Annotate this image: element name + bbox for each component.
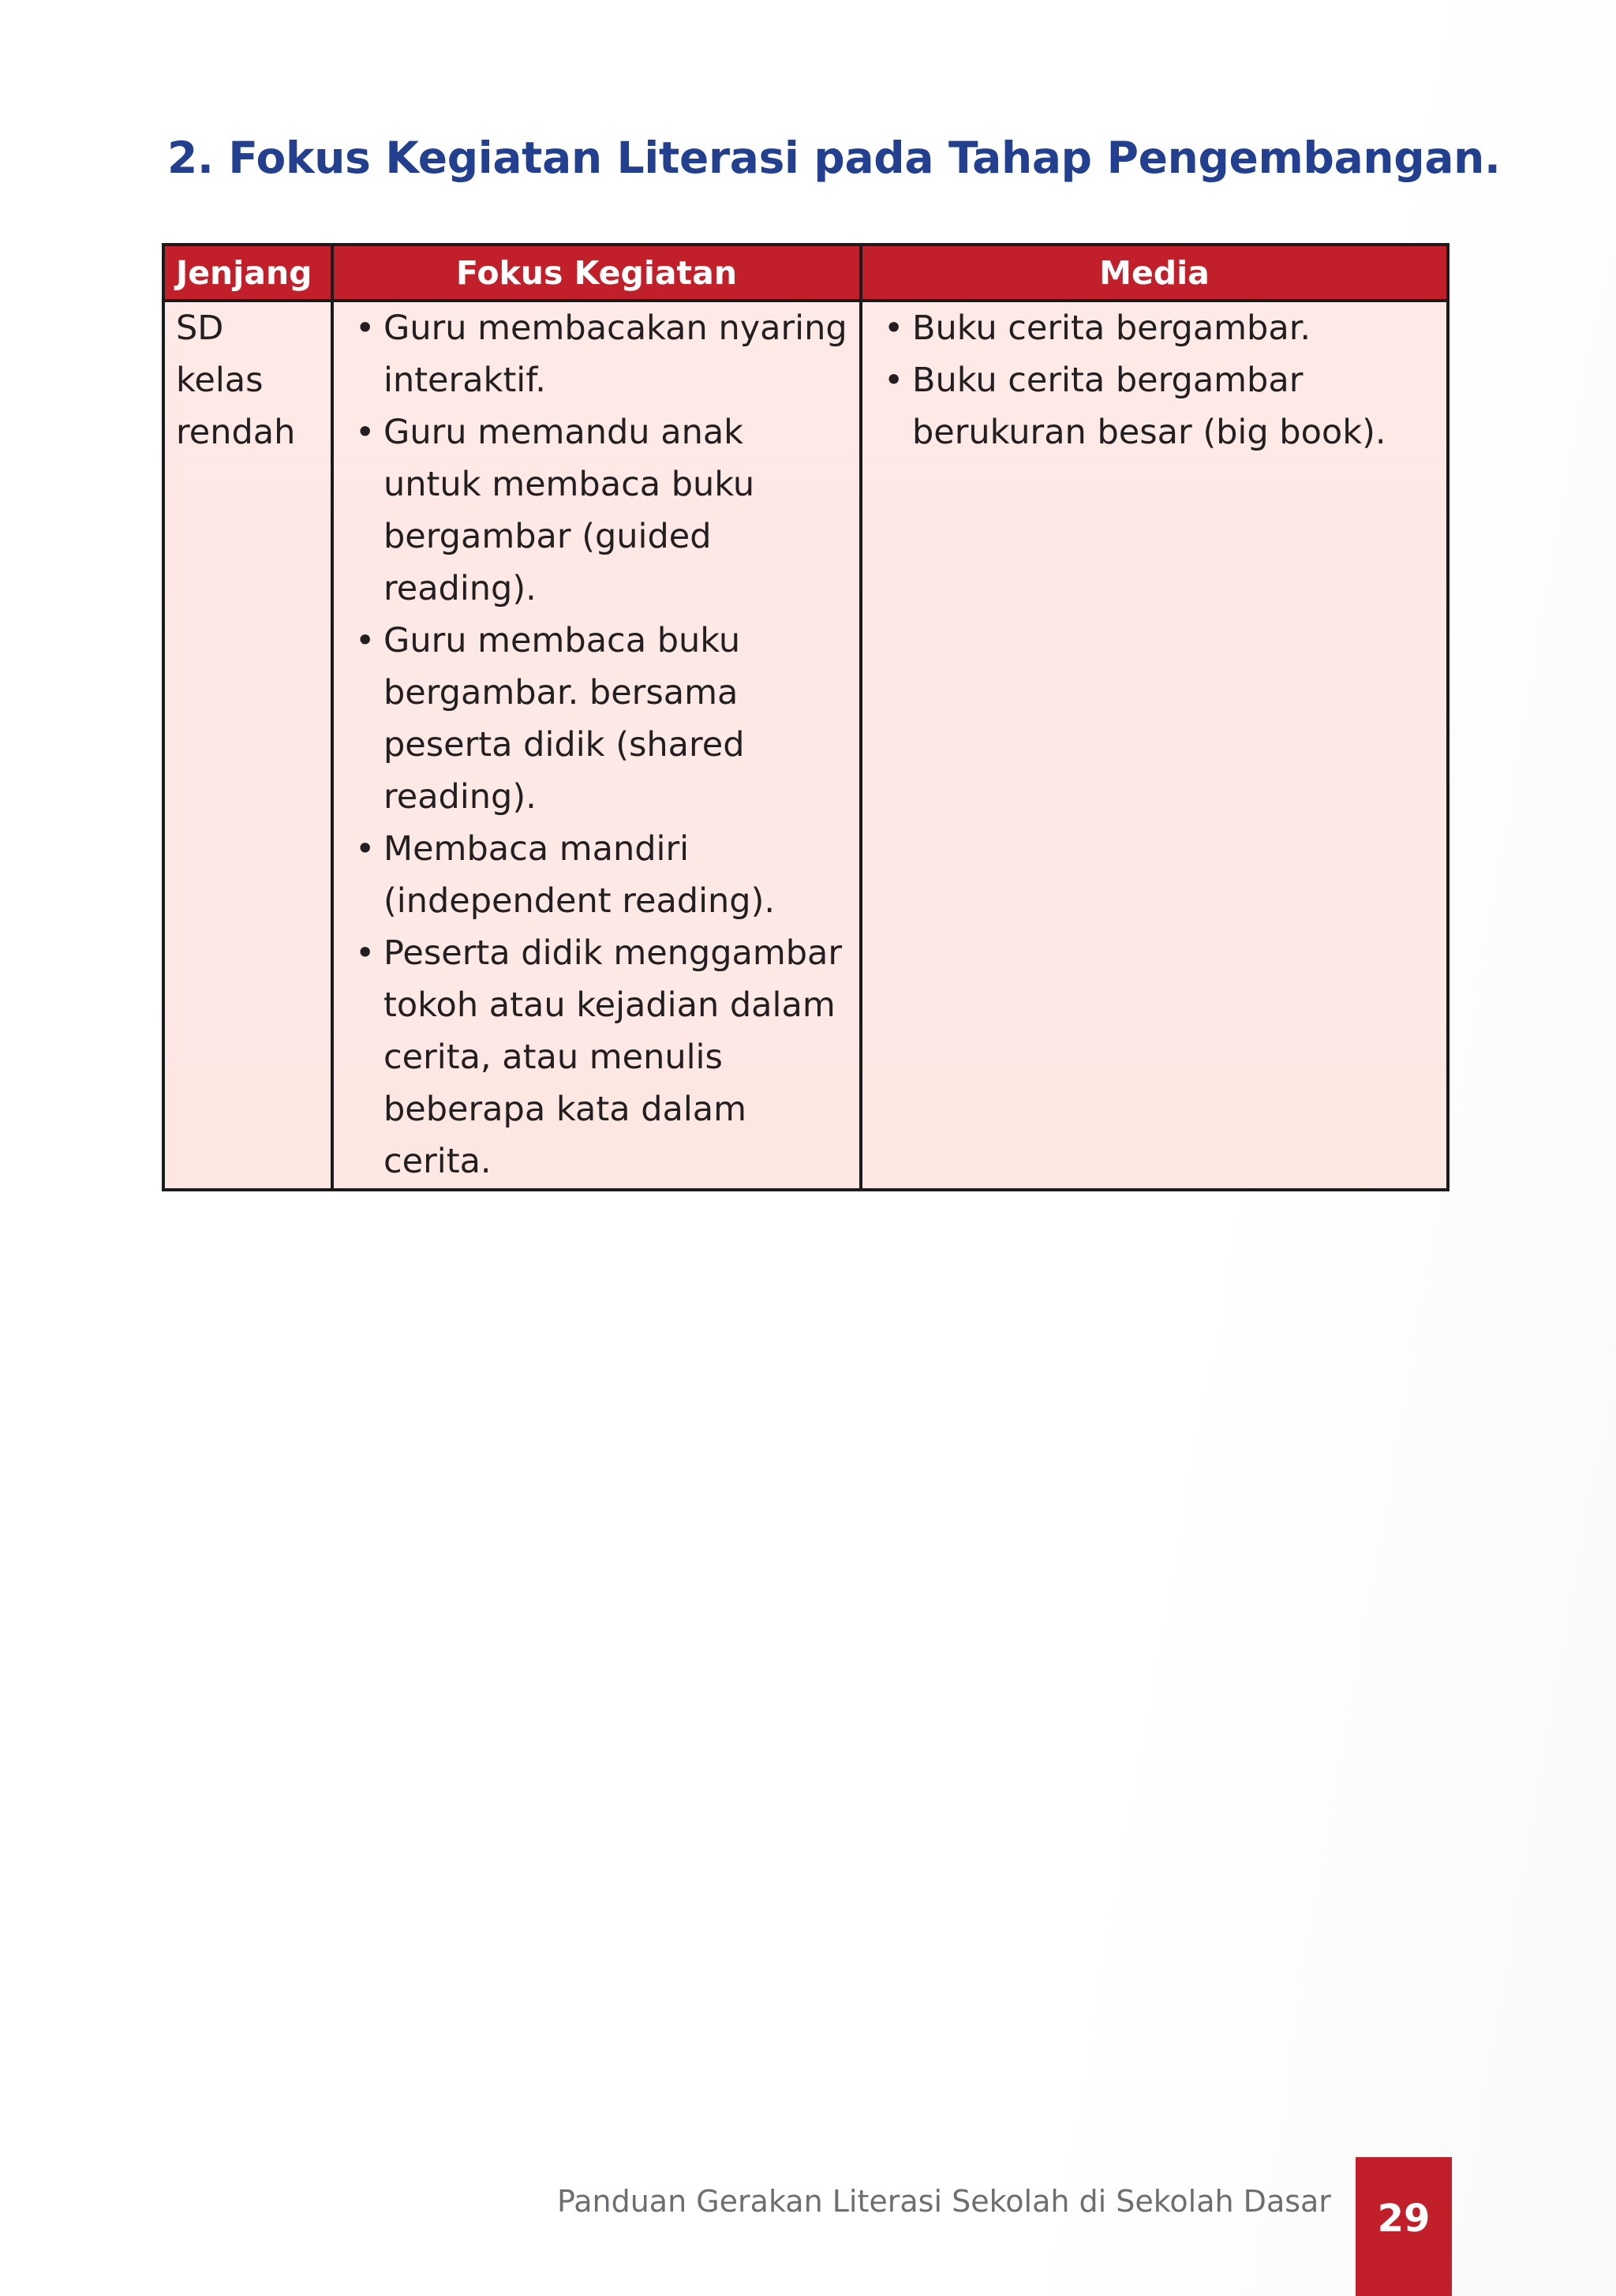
list-item: • Buku cerita bergambar. (863, 302, 1446, 354)
cell-media (861, 301, 1448, 1190)
header-media: Media (861, 245, 1448, 301)
jenjang-value: SD kelas rendah (176, 309, 296, 452)
list-item: • Guru membacakan nyaring interaktif. (335, 302, 858, 406)
section-heading: 2. Fokus Kegiatan Literasi pada Tahap Pengembangan. (167, 133, 1501, 183)
footer-book-title: Panduan Gerakan Literasi Sekolah di Sekolah Dasar (557, 2184, 1331, 2219)
table-row (163, 301, 1448, 1190)
media-list (863, 302, 1446, 458)
header-fokus-kegiatan: Fokus Kegiatan (332, 245, 861, 301)
list-item: • Buku cerita bergambar berukuran besar (big book). (863, 354, 1446, 458)
page-number: 29 (1377, 2197, 1431, 2241)
page-number-badge (1356, 2157, 1452, 2296)
list-item: • Membaca mandiri (independent reading). (335, 823, 858, 927)
cell-jenjang (163, 301, 332, 1190)
focus-activity-table (162, 243, 1450, 1191)
list-item: • Guru membaca buku bergambar. bersama peserta didik (shared reading). (335, 615, 858, 823)
fokus-list (335, 302, 858, 1187)
list-item: • Peserta didik menggambar tokoh atau kejadian dalam cerita, atau menulis beberapa kata dalam cerita. (335, 927, 858, 1187)
table-header-row (163, 245, 1448, 301)
cell-fokus-kegiatan (332, 301, 861, 1190)
header-jenjang: Jenjang (163, 245, 332, 301)
list-item: • Guru memandu anak untuk membaca buku bergambar (guided reading). (335, 406, 858, 615)
